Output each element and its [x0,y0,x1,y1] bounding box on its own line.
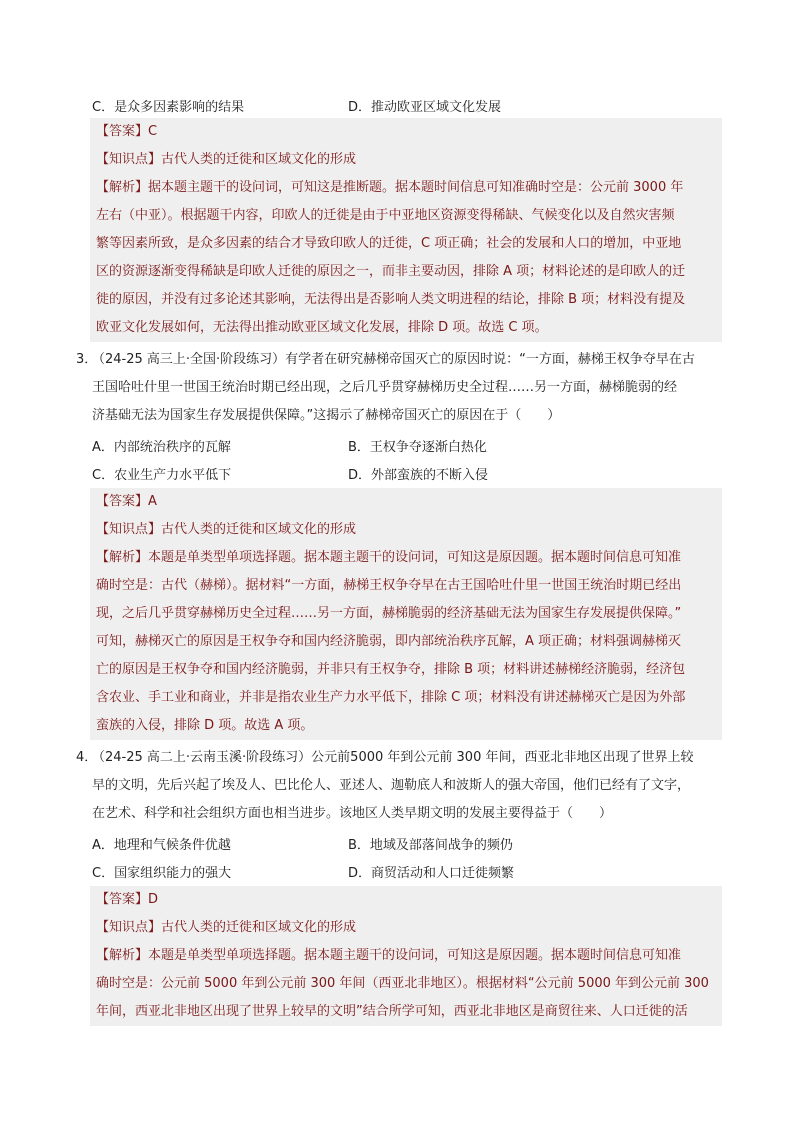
analysis-line: 【解析】本题是单类型单项选择题。据本题主题干的设问词，可知这是原因题。据本题时间信息可知准 [96,948,682,963]
q4-option-a[interactable]: A．地理和气候条件优越 [92,838,231,853]
q2-option-c[interactable]: C．是众多因素影响的结果 [92,100,245,115]
analysis-line: 确时空是：古代（赫梯）。据材料“一方面，赫梯王权争夺早在古王国哈吐什里一世国王统治时期已经出 [96,578,682,593]
q3-option-d[interactable]: D．外部蛮族的不断入侵 [348,468,489,483]
q3-option-b[interactable]: B．王权争夺逐渐白热化 [348,440,487,455]
answer-block-2 [90,118,722,342]
question-4 [76,744,726,828]
q3-option-a[interactable]: A．内部统治秩序的瓦解 [92,440,231,455]
q4-options-cd [92,862,732,882]
analysis-line: 蛮族的入侵，排除 D 项。故选 A 项。 [96,718,314,733]
answer-block-4 [90,886,722,1026]
question-stem-line: 王国哈吐什里一世国王统治时期已经出现，之后几乎贯穿赫梯历史全过程……另一方面，赫梯脆弱的经 [92,380,678,395]
analysis-line: 现，之后几乎贯穿赫梯历史全过程……另一方面，赫梯脆弱的经济基础无法为国家生存发展提供保障。” [96,606,682,621]
analysis-line: 欧亚文化发展如何，无法得出推动欧亚区域文化发展，排除 D 项。故选 C 项。 [96,320,548,335]
question-stem-line: （24-25 高二上·云南玉溪·阶段练习）公元前5000 年到公元前 300 年间，西亚北非地区出现了世界上较 [92,750,694,765]
question-stem-line: 济基础无法为国家生存发展提供保障。”这揭示了赫梯帝国灭亡的原因在于（ ） [92,408,561,423]
q3-options-cd [92,464,732,484]
question-number: 3． [76,352,98,367]
analysis-line: 徙的原因，并没有过多论述其影响，无法得出是否影响人类文明进程的结论，排除 B 项；材料没有提及 [96,292,686,307]
q4-option-b[interactable]: B．地域及部落间战争的频仍 [348,838,513,853]
q4-options-ab [92,834,732,854]
q2-option-d[interactable]: D．推动欧亚区域文化发展 [348,100,502,115]
question-stem-line: 早的文明，先后兴起了埃及人、巴比伦人、亚述人、迦勒底人和波斯人的强大帝国，他们已经有了文字， [92,778,691,793]
answer-block-3 [90,488,722,740]
knowledge-point: 【知识点】古代人类的迁徙和区域文化的形成 [96,152,357,167]
analysis-line: 可知，赫梯灭亡的原因是王权争夺和国内经济脆弱，即内部统治秩序瓦解，A 项正确；材料强调赫梯灭 [96,634,682,649]
analysis-line: 含农业、手工业和商业，并非是指农业生产力水平低下，排除 C 项；材料没有讲述赫梯灭亡是因为外部 [96,690,686,705]
analysis-line: 【解析】据本题主题干的设问词，可知这是推断题。据本题时间信息可知准确时空是：公元前 3000 年 [96,180,684,195]
q4-option-c[interactable]: C．国家组织能力的强大 [92,866,232,881]
analysis-line: 年间，西亚北非地区出现了世界上较早的文明”结合所学可知，西亚北非地区是商贸往来、人口迁徙的活 [96,1004,688,1019]
answer-label: 【答案】C [96,124,158,139]
knowledge-point: 【知识点】古代人类的迁徙和区域文化的形成 [96,920,357,935]
answer-label: 【答案】A [96,494,157,509]
analysis-line: 确时空是：公元前 5000 年到公元前 300 年间（西亚北非地区）。根据材料“公元前 5000 年到公元前 300 [96,976,709,991]
q2-options-cd [92,96,732,116]
question-stem-line: （24-25 高三上·全国·阶段练习）有学者在研究赫梯帝国灭亡的原因时说：“一方面，赫梯王权争夺早在古 [92,352,695,367]
q3-options-ab [92,436,732,456]
question-number: 4． [76,750,98,765]
analysis-line: 亡的原因是王权争夺和国内经济脆弱，并非只有王权争夺，排除 B 项；材料讲述赫梯经济脆弱，经济包 [96,662,686,677]
analysis-line: 繁等因素所致，是众多因素的结合才导致印欧人的迁徙，C 项正确；社会的发展和人口的增加，中亚地 [96,236,682,251]
question-stem-line: 在艺术、科学和社会组织方面也相当进步。该地区人类早期文明的发展主要得益于（ ） [92,806,613,821]
question-3 [76,346,726,430]
knowledge-point: 【知识点】古代人类的迁徙和区域文化的形成 [96,522,357,537]
analysis-line: 左右（中亚）。根据题干内容，印欧人的迁徙是由于中亚地区资源变得稀缺、气候变化以及自然灾害频 [96,208,675,223]
q3-option-c[interactable]: C．农业生产力水平低下 [92,468,232,483]
analysis-line: 【解析】本题是单类型单项选择题。据本题主题干的设问词，可知这是原因题。据本题时间信息可知准 [96,550,682,565]
analysis-line: 区的资源逐渐变得稀缺是印欧人迁徙的原因之一，而非主要动因，排除 A 项；材料论述的是印欧人的迁 [96,264,686,279]
q4-option-d[interactable]: D．商贸活动和人口迁徙频繁 [348,866,515,881]
answer-label: 【答案】D [96,892,159,907]
